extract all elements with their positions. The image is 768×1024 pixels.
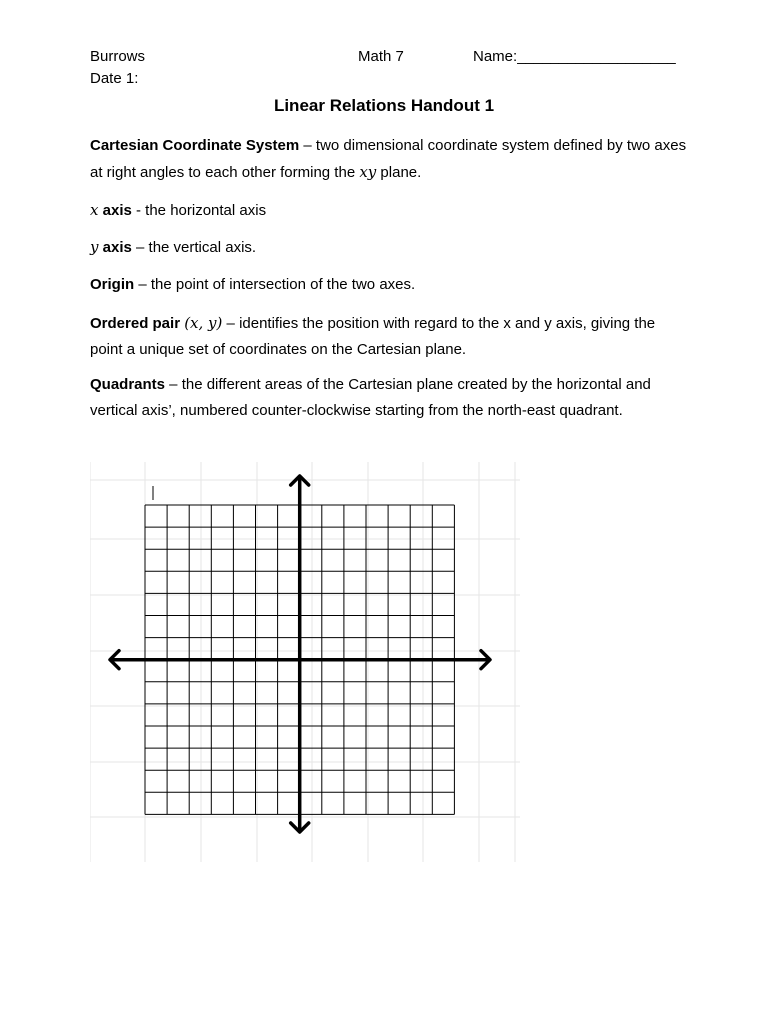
definition-cartesian <box>90 133 690 186</box>
text-ordered-pair: – identifies the position with regard to the x and y axis, giving the point a unique set of coordinates on the Cartesian plane. <box>90 315 656 358</box>
coordinate-grid-svg <box>90 462 520 862</box>
date-label: Date 1: <box>90 70 139 87</box>
term-cartesian: Cartesian Coordinate System <box>90 137 300 154</box>
text-cartesian-before: – two dimensional coordinate system defined by two axes at right angles to each other forming the <box>90 137 687 181</box>
name-label: Name: <box>473 48 518 65</box>
math-ordered-pair: (x, y) <box>184 314 223 332</box>
text-y-axis: – the vertical axis. <box>131 239 257 256</box>
term-origin: Origin <box>90 276 135 293</box>
page-title: Linear Relations Handout 1 <box>273 96 495 115</box>
name-field <box>473 48 676 65</box>
definition-y-axis <box>90 234 690 261</box>
text-quadrants: – the different areas of the Cartesian plane created by the horizontal and vertical axis’, numbered counter-clockwise starting from the north-east quadrant. <box>90 376 651 419</box>
author-name: Burrows <box>90 48 146 65</box>
term-ordered-pair: Ordered pair <box>90 315 181 332</box>
math-y: y <box>90 238 99 256</box>
text-cartesian-after: plane. <box>376 164 422 181</box>
math-xy: xy <box>359 163 377 181</box>
text-origin: – the point of intersection of the two axes. <box>134 276 416 293</box>
definition-x-axis <box>90 197 690 224</box>
name-blank: ___________________ <box>517 48 676 65</box>
term-quadrants: Quadrants <box>90 376 166 393</box>
definition-ordered-pair <box>90 310 690 363</box>
course-label: Math 7 <box>358 48 404 65</box>
faint-grid <box>90 462 520 862</box>
term-y-axis: axis <box>98 239 132 256</box>
definition-origin <box>90 272 690 298</box>
math-x: x <box>90 201 99 219</box>
coordinate-plane <box>90 462 520 862</box>
term-x-axis: axis <box>98 202 132 219</box>
definition-quadrants <box>90 372 690 424</box>
text-x-axis: - the horizontal axis <box>131 202 267 219</box>
